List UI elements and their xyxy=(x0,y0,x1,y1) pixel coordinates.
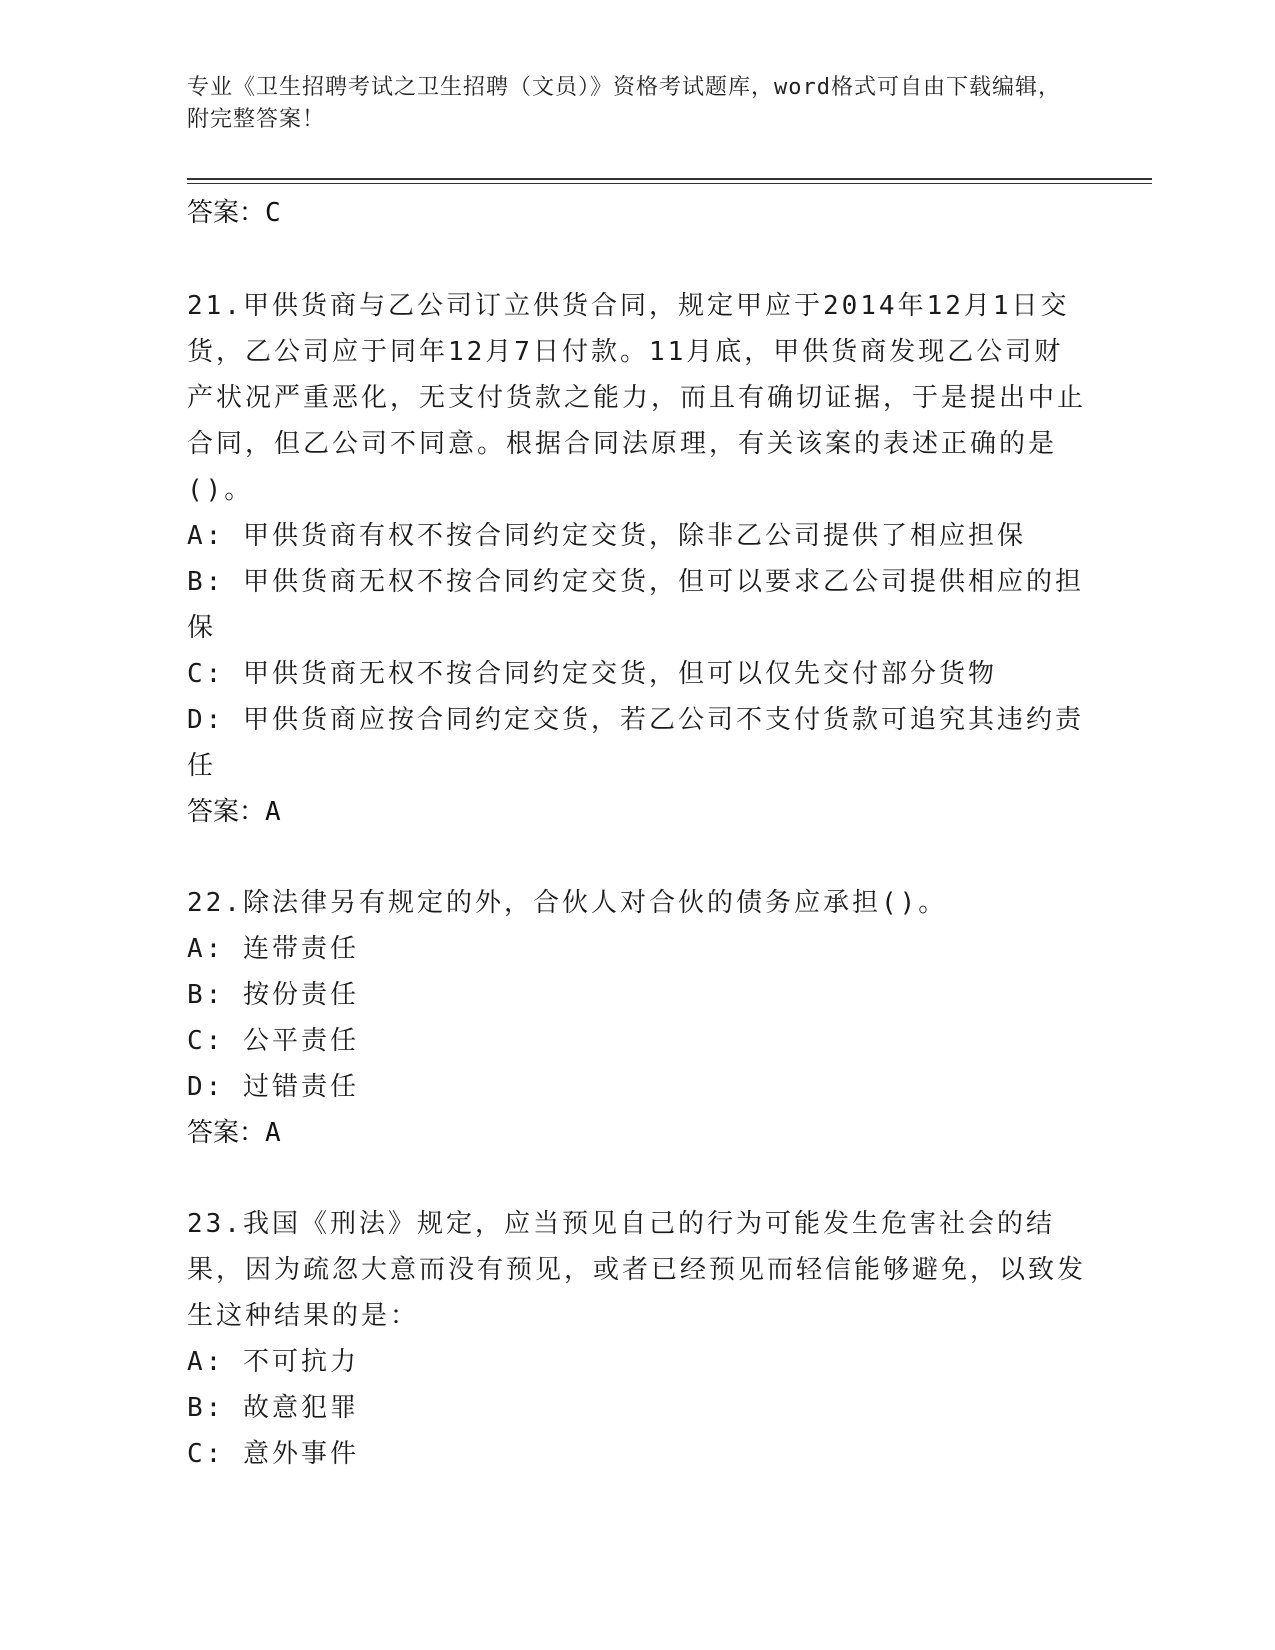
option-c: C: 甲供货商无权不按合同约定交货，但可以仅先交付部分货物 xyxy=(187,659,997,689)
answer-label: 答案： xyxy=(187,797,266,827)
answer-line xyxy=(187,1110,1087,1156)
option-b: B: 甲供货商无权不按合同约定交货，但可以要求乙公司提供相应的担保 xyxy=(187,567,1084,643)
question-stem: 22.除法律另有规定的外，合伙人对合伙的债务应承担()。 xyxy=(187,888,948,918)
option-a: A: 不可抗力 xyxy=(187,1347,359,1377)
answer-value: A xyxy=(265,1118,281,1148)
question-stem: 23.我国《刑法》规定，应当预见自己的行为可能发生危害社会的结果，因为疏忽大意而没有预见，或者已经预见而轻信能够避免，以致发生这种结果的是： xyxy=(187,1209,1087,1331)
option-d: D: 甲供货商应按合同约定交货，若乙公司不支付货款可追究其违约责任 xyxy=(187,705,1084,781)
option-a: A: 甲供货商有权不按合同约定交货，除非乙公司提供了相应担保 xyxy=(187,521,1026,551)
header-divider xyxy=(187,178,1152,180)
answer-label: 答案： xyxy=(187,1118,266,1148)
question-21 xyxy=(187,283,1087,789)
answer-label: 答案： xyxy=(187,198,266,228)
question-stem: 21.甲供货商与乙公司订立供货合同，规定甲应于2014年12月1日交货，乙公司应于同年12月7日付款。11月底，甲供货商发现乙公司财产状况严重恶化，无支付货款之能力，而且有确切证据，于是提出中止合同，但乙公司不同意。根据合同法原理，有关该案的表述正确的是()。 xyxy=(187,291,1087,505)
answer-line xyxy=(187,190,1087,236)
question-22 xyxy=(187,880,1087,1110)
option-a: A: 连带责任 xyxy=(187,934,359,964)
answer-line xyxy=(187,789,1087,835)
question-list xyxy=(187,190,1087,1477)
option-b: B: 按份责任 xyxy=(187,980,359,1010)
option-c: C: 意外事件 xyxy=(187,1439,359,1469)
option-d: D: 过错责任 xyxy=(187,1072,359,1102)
answer-value: C xyxy=(265,198,281,228)
document-header xyxy=(187,72,1067,136)
option-b: B: 故意犯罪 xyxy=(187,1393,359,1423)
question-23 xyxy=(187,1201,1087,1477)
option-c: C: 公平责任 xyxy=(187,1026,359,1056)
answer-value: A xyxy=(265,797,281,827)
header-intro: 专业《卫生招聘考试之卫生招聘（文员）》资格考试题库，word格式可自由下载编辑，附完整答案！ xyxy=(187,75,1061,132)
header-divider-thin xyxy=(187,183,1152,184)
